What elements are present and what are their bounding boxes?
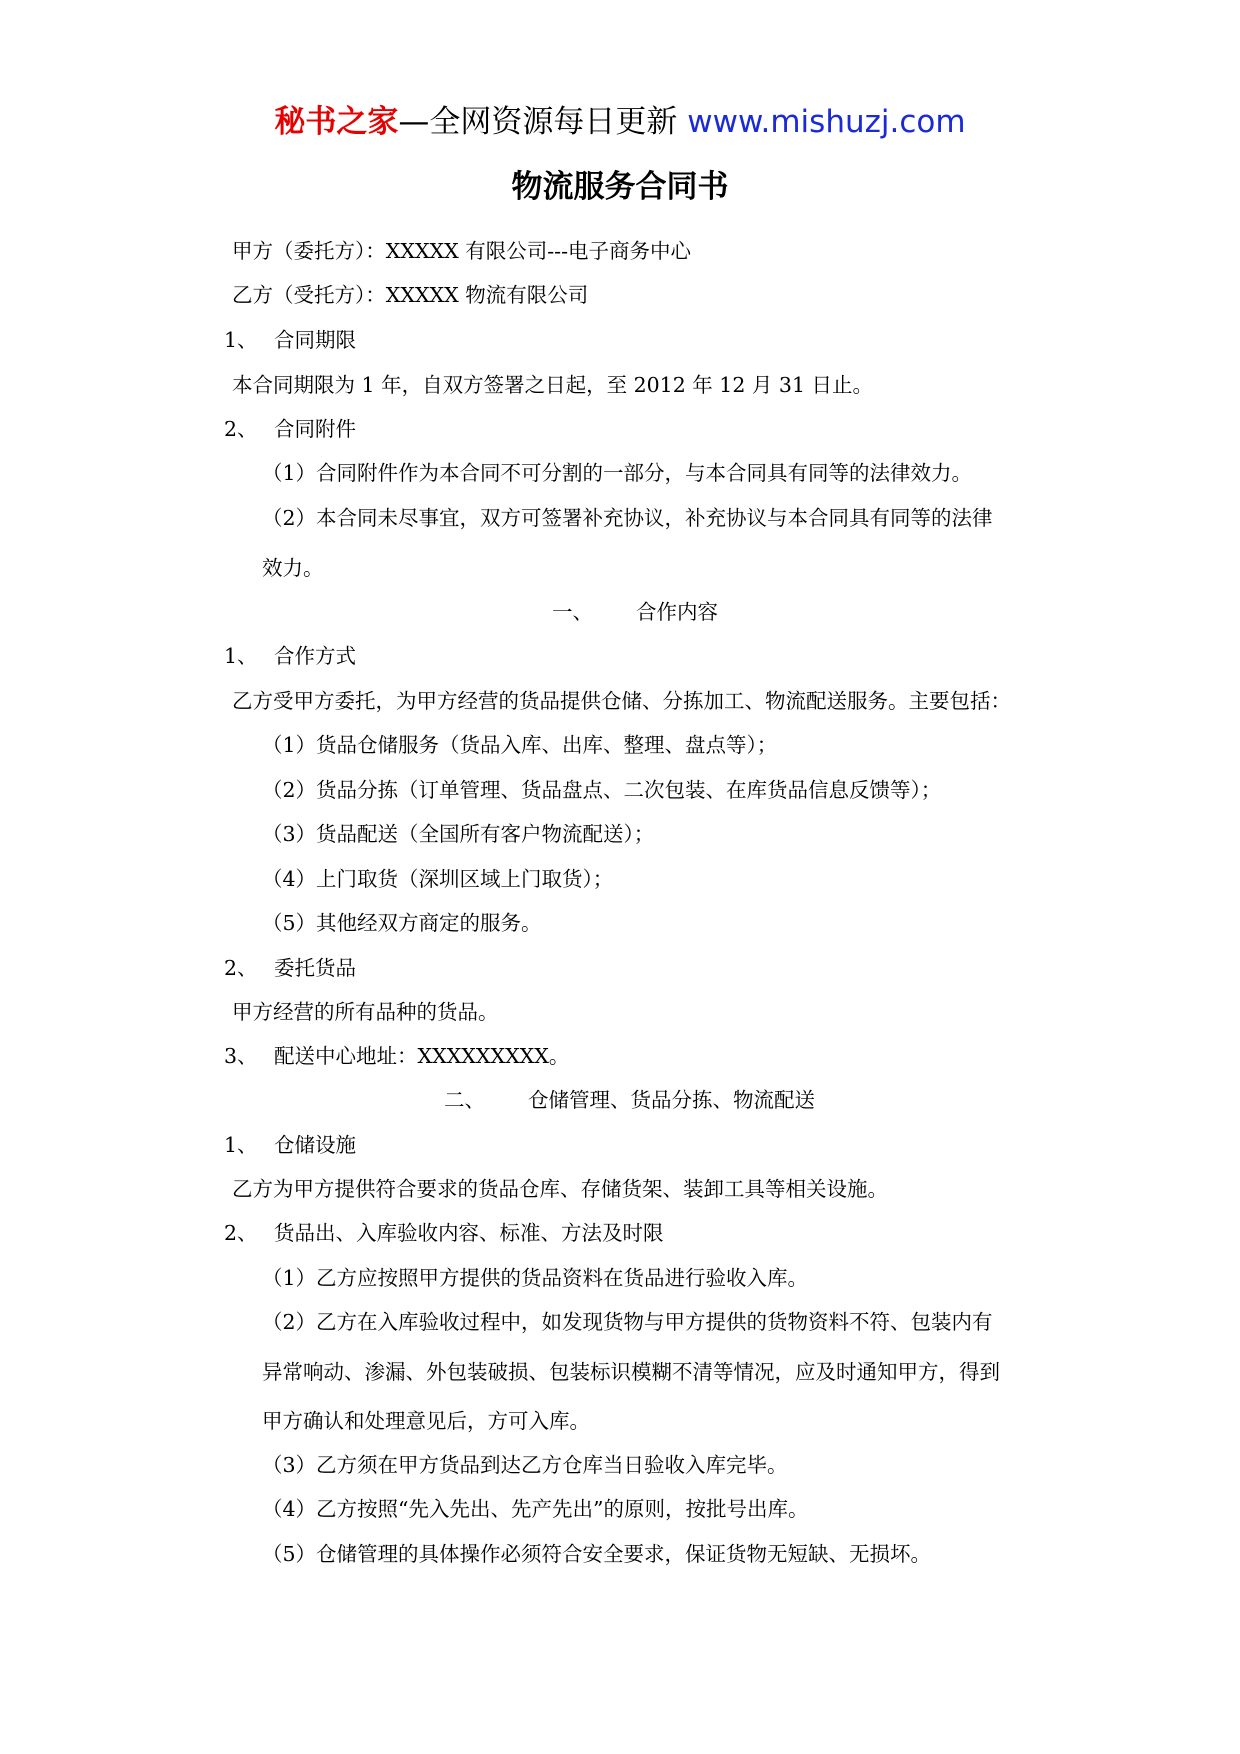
service-item-1: （1）货品仓储服务（货品入库、出库、整理、盘点等）； xyxy=(262,733,778,757)
clause-heading-address xyxy=(224,1041,569,1071)
section-number: 二、 xyxy=(444,1088,485,1112)
section-heading-cooperation xyxy=(552,597,718,627)
clause-title: 合同附件 xyxy=(274,417,356,441)
header-slogan: —全网资源每日更新 xyxy=(398,104,688,140)
inspection-item-1: （1）乙方应按照甲方提供的货品资料在货品进行验收入库。 xyxy=(262,1266,809,1290)
service-item-5: （5）其他经双方商定的服务。 xyxy=(262,911,542,935)
site-url-link[interactable]: www.mishuzj.com xyxy=(687,104,966,140)
clause-number: 2、 xyxy=(224,417,258,441)
clause-number: 1、 xyxy=(224,328,258,352)
attachment-item-2: （2）本合同未尽事宜，双方可签署补充协议，补充协议与本合同具有同等的法律 xyxy=(262,506,993,530)
service-item-4: （4）上门取货（深圳区域上门取货）； xyxy=(262,867,614,891)
section-heading-warehouse xyxy=(444,1085,815,1115)
party-b-line: 乙方（受托方）：XXXXX 物流有限公司 xyxy=(232,283,589,307)
clause-number: 2、 xyxy=(224,956,258,980)
inspection-item-5: （5）仓储管理的具体操作必须符合安全要求，保证货物无短缺、无损坏。 xyxy=(262,1542,932,1566)
attachment-item-2-cont: 效力。 xyxy=(262,556,324,580)
clause-title: 合作方式 xyxy=(274,644,356,668)
document-title: 物流服务合同书 xyxy=(511,169,729,205)
brand-name: 秘书之家 xyxy=(274,104,399,140)
clause-heading-mode xyxy=(224,641,356,671)
section-title: 合作内容 xyxy=(636,600,718,624)
attachment-item-1: （1）合同附件作为本合同不可分割的一部分，与本合同具有同等的法律效力。 xyxy=(262,461,973,485)
clause-heading-goods xyxy=(224,953,356,983)
clause-title: 仓储设施 xyxy=(274,1133,356,1157)
section-title: 仓储管理、货品分拣、物流配送 xyxy=(528,1088,815,1112)
inspection-item-2: （2）乙方在入库验收过程中，如发现货物与甲方提供的货物资料不符、包装内有 xyxy=(262,1310,993,1334)
party-a-line: 甲方（委托方）：XXXXX 有限公司---电子商务中心 xyxy=(232,239,692,263)
service-item-3: （3）货品配送（全国所有客户物流配送）； xyxy=(262,822,655,846)
inspection-item-3: （3）乙方须在甲方货品到达乙方仓库当日验收入库完毕。 xyxy=(262,1453,788,1477)
clause-number: 3、 xyxy=(224,1044,258,1068)
clause-title: 委托货品 xyxy=(274,956,356,980)
clause-title: 配送中心地址：XXXXXXXXX。 xyxy=(274,1044,570,1068)
inspection-item-4: （4）乙方按照“先入先出、先产先出”的原则，按批号出库。 xyxy=(262,1497,809,1521)
clause-heading-attachments xyxy=(224,414,356,444)
cooperation-intro: 乙方受甲方委托，为甲方经营的货品提供仓储、分拣加工、物流配送服务。主要包括： xyxy=(232,689,1011,713)
clause-number: 2、 xyxy=(224,1221,258,1245)
section-number: 一、 xyxy=(552,600,593,624)
clause-heading-term xyxy=(224,325,356,355)
goods-paragraph: 甲方经营的所有品种的货品。 xyxy=(232,1000,499,1024)
service-item-2: （2）货品分拣（订单管理、货品盘点、二次包装、在库货品信息反馈等）； xyxy=(262,778,942,802)
clause-number: 1、 xyxy=(224,644,258,668)
clause-number: 1、 xyxy=(224,1133,258,1157)
clause-title: 货品出、入库验收内容、标准、方法及时限 xyxy=(274,1221,664,1245)
clause-heading-facilities xyxy=(224,1130,356,1160)
term-paragraph: 本合同期限为 1 年，自双方签署之日起，至 2012 年 12 月 31 日止。 xyxy=(232,373,874,397)
site-header xyxy=(0,100,1240,144)
clause-title: 合同期限 xyxy=(274,328,356,352)
clause-heading-inspection xyxy=(224,1218,664,1248)
facilities-paragraph: 乙方为甲方提供符合要求的货品仓库、存储货架、装卸工具等相关设施。 xyxy=(232,1177,888,1201)
inspection-item-2-cont: 甲方确认和处理意见后，方可入库。 xyxy=(262,1409,590,1433)
inspection-item-2-cont: 异常响动、渗漏、外包装破损、包装标识模糊不清等情况，应及时通知甲方，得到 xyxy=(262,1360,1000,1384)
